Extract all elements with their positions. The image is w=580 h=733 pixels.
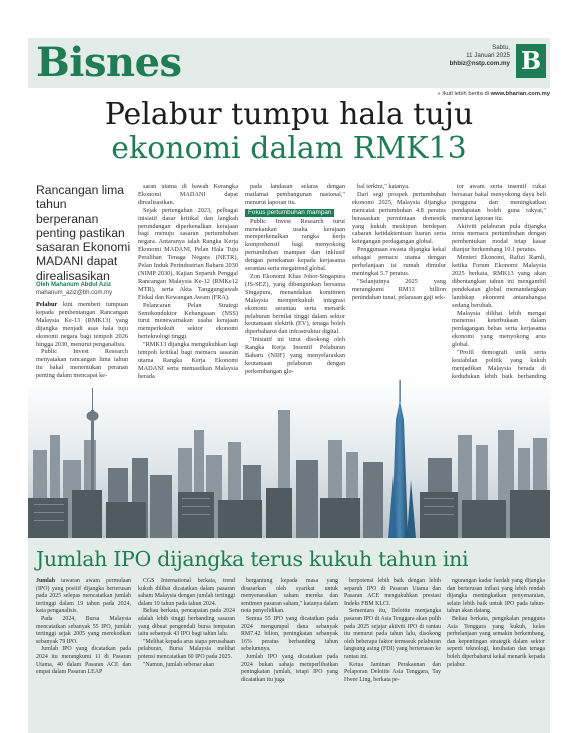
paragraph-text: Beliau berkata, pencapaian pada 2024 adalah lebih tinggi berbanding sasaran yang dibuat pengendali bursa tempatan iaitu sebanyak 43 IPO bagi tahun lalu. [138,608,235,638]
paragraph-text: Semua 55 IPO yang dicatatkan pada 2024 mengumpul dana sebanyak RM7.42 bilion, peningkatan sebanyak 16% peratus berbanding tahun sebelumnya. [241,615,338,653]
paragraph-text: "Selanjutnya 2025 yang merangkumi RM13 billion penindahan tunai, pelarasan gaji sek- [352,277,446,301]
lower-column-1 [36,578,131,728]
city-skyline-photo [28,380,550,538]
paragraph-text: bergantung kepada masa yang disasarkan oleh syarikat untuk menyenaraikan saham mereka dan sentimen pasaran saham," katanya dalam nota penyelidikan. [241,578,338,615]
paragraph [138,341,238,381]
paragraph [352,191,446,246]
paragraph [138,608,235,638]
paragraph-text: Pelancaran Pelan Strategi Semikonduktor Kebangsaan (NSS) turut menewarnakan usaha kerajaan memperkukuh sektor ekonomi berteknologi tinggi. [138,301,238,341]
lower-column-2 [138,578,235,728]
paragraph-text: "RMK13 dijangka mengukuhkan lagi tempoh kritikal bagi memacu sasaran utama Rangka Kerja Ekonomi MADANI serta memastikan Malaysia berada [138,341,238,380]
paragraph [344,662,441,685]
paragraph [36,616,131,646]
paragraph-text: "Profil demografi unik serta kestabilan politik yang kukuh menjadikan Malaysia berada di kedudukan lebih baik berbanding [452,349,546,380]
paragraph [452,310,546,350]
paragraph-text: pada landasan selaras dengan matlamat pembangunan nasional," menurut laporan itu. [245,183,345,206]
subheading: Fokus pertumbuhan mampan [245,209,334,217]
article-column-1 [36,301,128,379]
lower-column-3 [241,578,338,728]
article-column-5 [452,183,546,379]
paragraph-text: berpotensi lebih baik dengan lebih separuh IPO di Pasaran Utama dan Pasaran ACE mengukuhkan prestasi Indeks FBM KLCI. [344,578,441,607]
paragraph [138,578,235,608]
paragraph-text: Jumlah IPO yang dicatatkan pada 2024 itu merangkumi 11 di Pasaran Utama, 40 dalam Pasaran ACE dan empat dalam Pasaran LEAP [36,646,131,676]
section-logo: Bisnes [36,39,182,86]
paragraph [344,578,441,608]
paragraph-text: "Namun, jumlah sebenar akan [143,661,215,668]
paragraph [138,302,238,342]
byline-email[interactable]: mahanum_aziz@bh.com.my [36,290,113,296]
paragraph-text: Menteri Ekonomi, Rafizi Ramli, ketika Forum Ekonomi Malaysia 2025 berkata, RMK13 yang akan dibentangkan tahun ini mengambil pendekatan global memandangkan landskap ekonomi antarabangsa sedang berubah. [452,254,546,309]
paragraph-text: Malaysia dilihat lebih mengai menerusi keterbukaan dalam perdagangan bebas serta kerjasama ekonomi yang menyokong arus global. [452,309,546,349]
paragraph [245,207,345,218]
paragraph [447,578,545,616]
paragraph-text: Zon Ekonomi Khas Johor-Singapura (JS-SEZ), yang dibangunkan bersama Singapura, menandakan komitmen Malaysia memperkukuh integrasi ekonomi serantau serta menarik pelaburan bernilai tinggi dalam sektor keutamaan elektrik (EV), tenaga boleh diperbaharui dan infrastruktur digital. [245,272,345,336]
paragraph [241,616,338,654]
paragraph-text: Public Invest Research turut menekankan usaha kerajaan memperkenalkan rangka kerja komprehensif bagi menyokong pertumbuhan mampan dan inklusif dengan penekanan kepada kerjasama serantau serta megatrend global. [245,217,345,273]
paragraph [245,218,345,273]
paragraph-text: ngurangan kadar faedah yang dijangka dan berterusan inflasi yang lebih rendah dijangka meningkatkan penyenaraian, selain lebih baik untuk IPO pada tahun-tahun akan datang. [447,578,545,615]
paragraph-text: Pada 2024, Bursa Malaysia mencatatkan sebanyak 55 IPO, jumlah tertinggi sejak 2005 yang merekodkan sebanyak 79 IPO. [36,615,131,645]
paragraph [352,246,446,278]
article-column-4 [352,183,446,313]
paragraph [36,301,128,348]
paragraph-text: Beliau berkata, pengekalan pengguna Asia Tenggara yang kukuh, kelas perbelanjaan yang semakin berkembang, dan kepentingan strategik dalam sektor seperti teknologi, kesihatan dan tenaga boleh diperbaharui kekal menarik kepada pelabur. [447,615,545,668]
paragraph [36,578,131,616]
paragraph-text: Ketua Jaminan Perakaunan dan Pelaporan Deloitte Asia Tenggara, Tay Hwee Ling, berkata pe- [344,661,441,683]
article-column-3 [245,183,345,379]
headline-line-2: ekonomi dalam RMK13 [111,130,467,166]
paragraph [245,273,345,336]
byline [36,281,136,297]
paragraph [36,348,128,380]
standfirst: Rancangan lima tahun berperanan penting pastikan sasaran Ekonomi MADANI dapat direalisasikan [36,183,131,283]
paragraph-text: Sejak pertengahan 2023, pelbagai inisiatif dasar kritikal dan langkah perundangan diperkenalkan kerajaan bagi menuju sasaran pertumbuhan negara. Antaranya ialah Rangka Kerja Ekonomi MADANI, Pelan Hala Tuju Peralihan Tenaga Negara (NETR), Pelan Induk Perindustrian Baharu 2030 (NIMP 2030), Kajian Separuh Penggal Rancangan Malaysia Ke-12 (RMKe12 MTR), serta Akta Tanggungjawab Fiskal dan Kewangan Awam (FRA). [138,206,238,301]
lower-headline: Jumlah IPO dijangka terus kukuh tahun ini [36,547,469,571]
paragraph [138,207,238,302]
paragraph-text: tawaran awam permulaan (IPO) yang positif dijangka berterusan pada 2025 selepas mencatatkan jumlah tertinggi dalam 19 tahun pada 2024, kata penganalisis. [36,578,131,615]
headline-line-1: Pelabur tumpu hala tuju [104,97,474,132]
paragraph-text: Public Invest Research menyatakan rancangan lima tahun itu bakal menentukan peranan penting dalam mencapai ke- [36,348,128,380]
lower-column-5 [447,578,545,728]
more-prefix: » Ikuti lebih berita di [437,91,489,97]
paragraph [138,639,235,662]
masthead-date: 11 Januari 2025 [466,52,510,59]
paragraph-text: Sementara itu, Deloitte menjangka pasaran IPO di Asia Tenggara akan pulih pada 2025 sejajar aktiviti IPO di rantau itu menurut pada tahun lalu, disokong oleh beberapa faktor termasuk pelaburan langsung asing (FDI) yang berterusan ke rantau ini. [344,608,441,660]
paragraph [452,223,546,255]
paragraph [138,662,235,670]
paragraph [241,578,338,616]
paragraph-text: "Melihat kepada arus siapa perusahaan pelaburan, Bursa Malaysia melihat potensi mencatatkan 60 IPO pada 2025. [138,638,235,660]
article-column-2 [138,183,238,379]
more-site[interactable]: www.bharian.com.my [490,91,550,97]
paragraph-text: Jumlah IPO yang dicatatkan pada 2024 bukan sahaja memperlihatkan peningkatan jumlah, tetapi IPO yang dicatatkan itu juga [241,653,338,683]
paragraph [447,616,545,669]
paragraph [344,608,441,661]
paragraph [245,183,345,207]
lead-word: Jumlah [36,578,55,584]
paragraph [452,254,546,309]
masthead [28,38,550,88]
paragraph-text: Aktiviti pelaburan pula dijangka terus memacu pertumbuhan dengan pembentukan modal tetap kasar dianjur berkembang 10.1 peratus. [452,222,546,254]
lower-column-4 [344,578,441,728]
masthead-email[interactable]: bhbiz@nstp.com.my [449,60,510,67]
paragraph-text: kini memberi tumpuan kepada pembentangan Rancangan Malaysia Ke-13 (RMK13) yang dijangka menjadi asas hala tuju ekonomi negara bagi tempoh 2026 hingga 2030, menurut penganalisis. [36,301,128,348]
paragraph [138,183,238,207]
paragraph [36,646,131,676]
lead-word: Pelabur [36,301,58,308]
paragraph [241,654,338,684]
paragraph-text: saran utama di bawah Kerangka Ekonomi MADANI dapat direalisasikan. [138,183,238,206]
main-headline [28,99,550,164]
masthead-info [450,44,510,68]
byline-name: Oleh Mahanum Abdul Aziz [36,282,111,288]
masthead-day: Sabtu, [492,44,510,51]
paragraph [452,183,546,223]
paragraph-text: bal terkini," katanya. [357,183,410,190]
paragraph-text: "Inisiatif ini turut disokong oleh Rangka Kerja Insentif Pelaburan Baharu (NIIF) yang menyelaraskan keutamaan pelaburan dengan perkembangan glo- [245,336,345,375]
paragraph-text: CGS International berkata, trend kukuh dilihat dicatatkan dalam pasaran saham Malaysia dengan jumlah tertinggi dalam 19 tahun pada tahun 2024. [138,578,235,607]
section-badge-icon: B [516,44,546,78]
skyline-illustration [28,380,550,538]
paragraph [352,183,446,191]
paragraph-text: Dari segi prospek pertumbuhan ekonomi 2025, Malaysia dijangka mencatat pertumbuhan 4.8 peratus berasaskan permintaan domestik yang kukuh meskipun berdepan cabaran ketidaktentuan luaran serta ketegangan perdagangan global. [352,190,446,246]
paragraph-text: Penggunaan swasta dijangka kekal sebagai pemacu utama dengan perbelanjaan isi rumah dimulur meningkat 5.7 peratus. [352,246,446,277]
paragraph [352,278,446,302]
paragraph-text: tor awam serta insentif cukai bersasar bakal menyokong daya beli pengguna dan meningkatkan pendapatan boleh guna rakyat," menurut laporan itu. [452,183,546,222]
paragraph [245,336,345,376]
